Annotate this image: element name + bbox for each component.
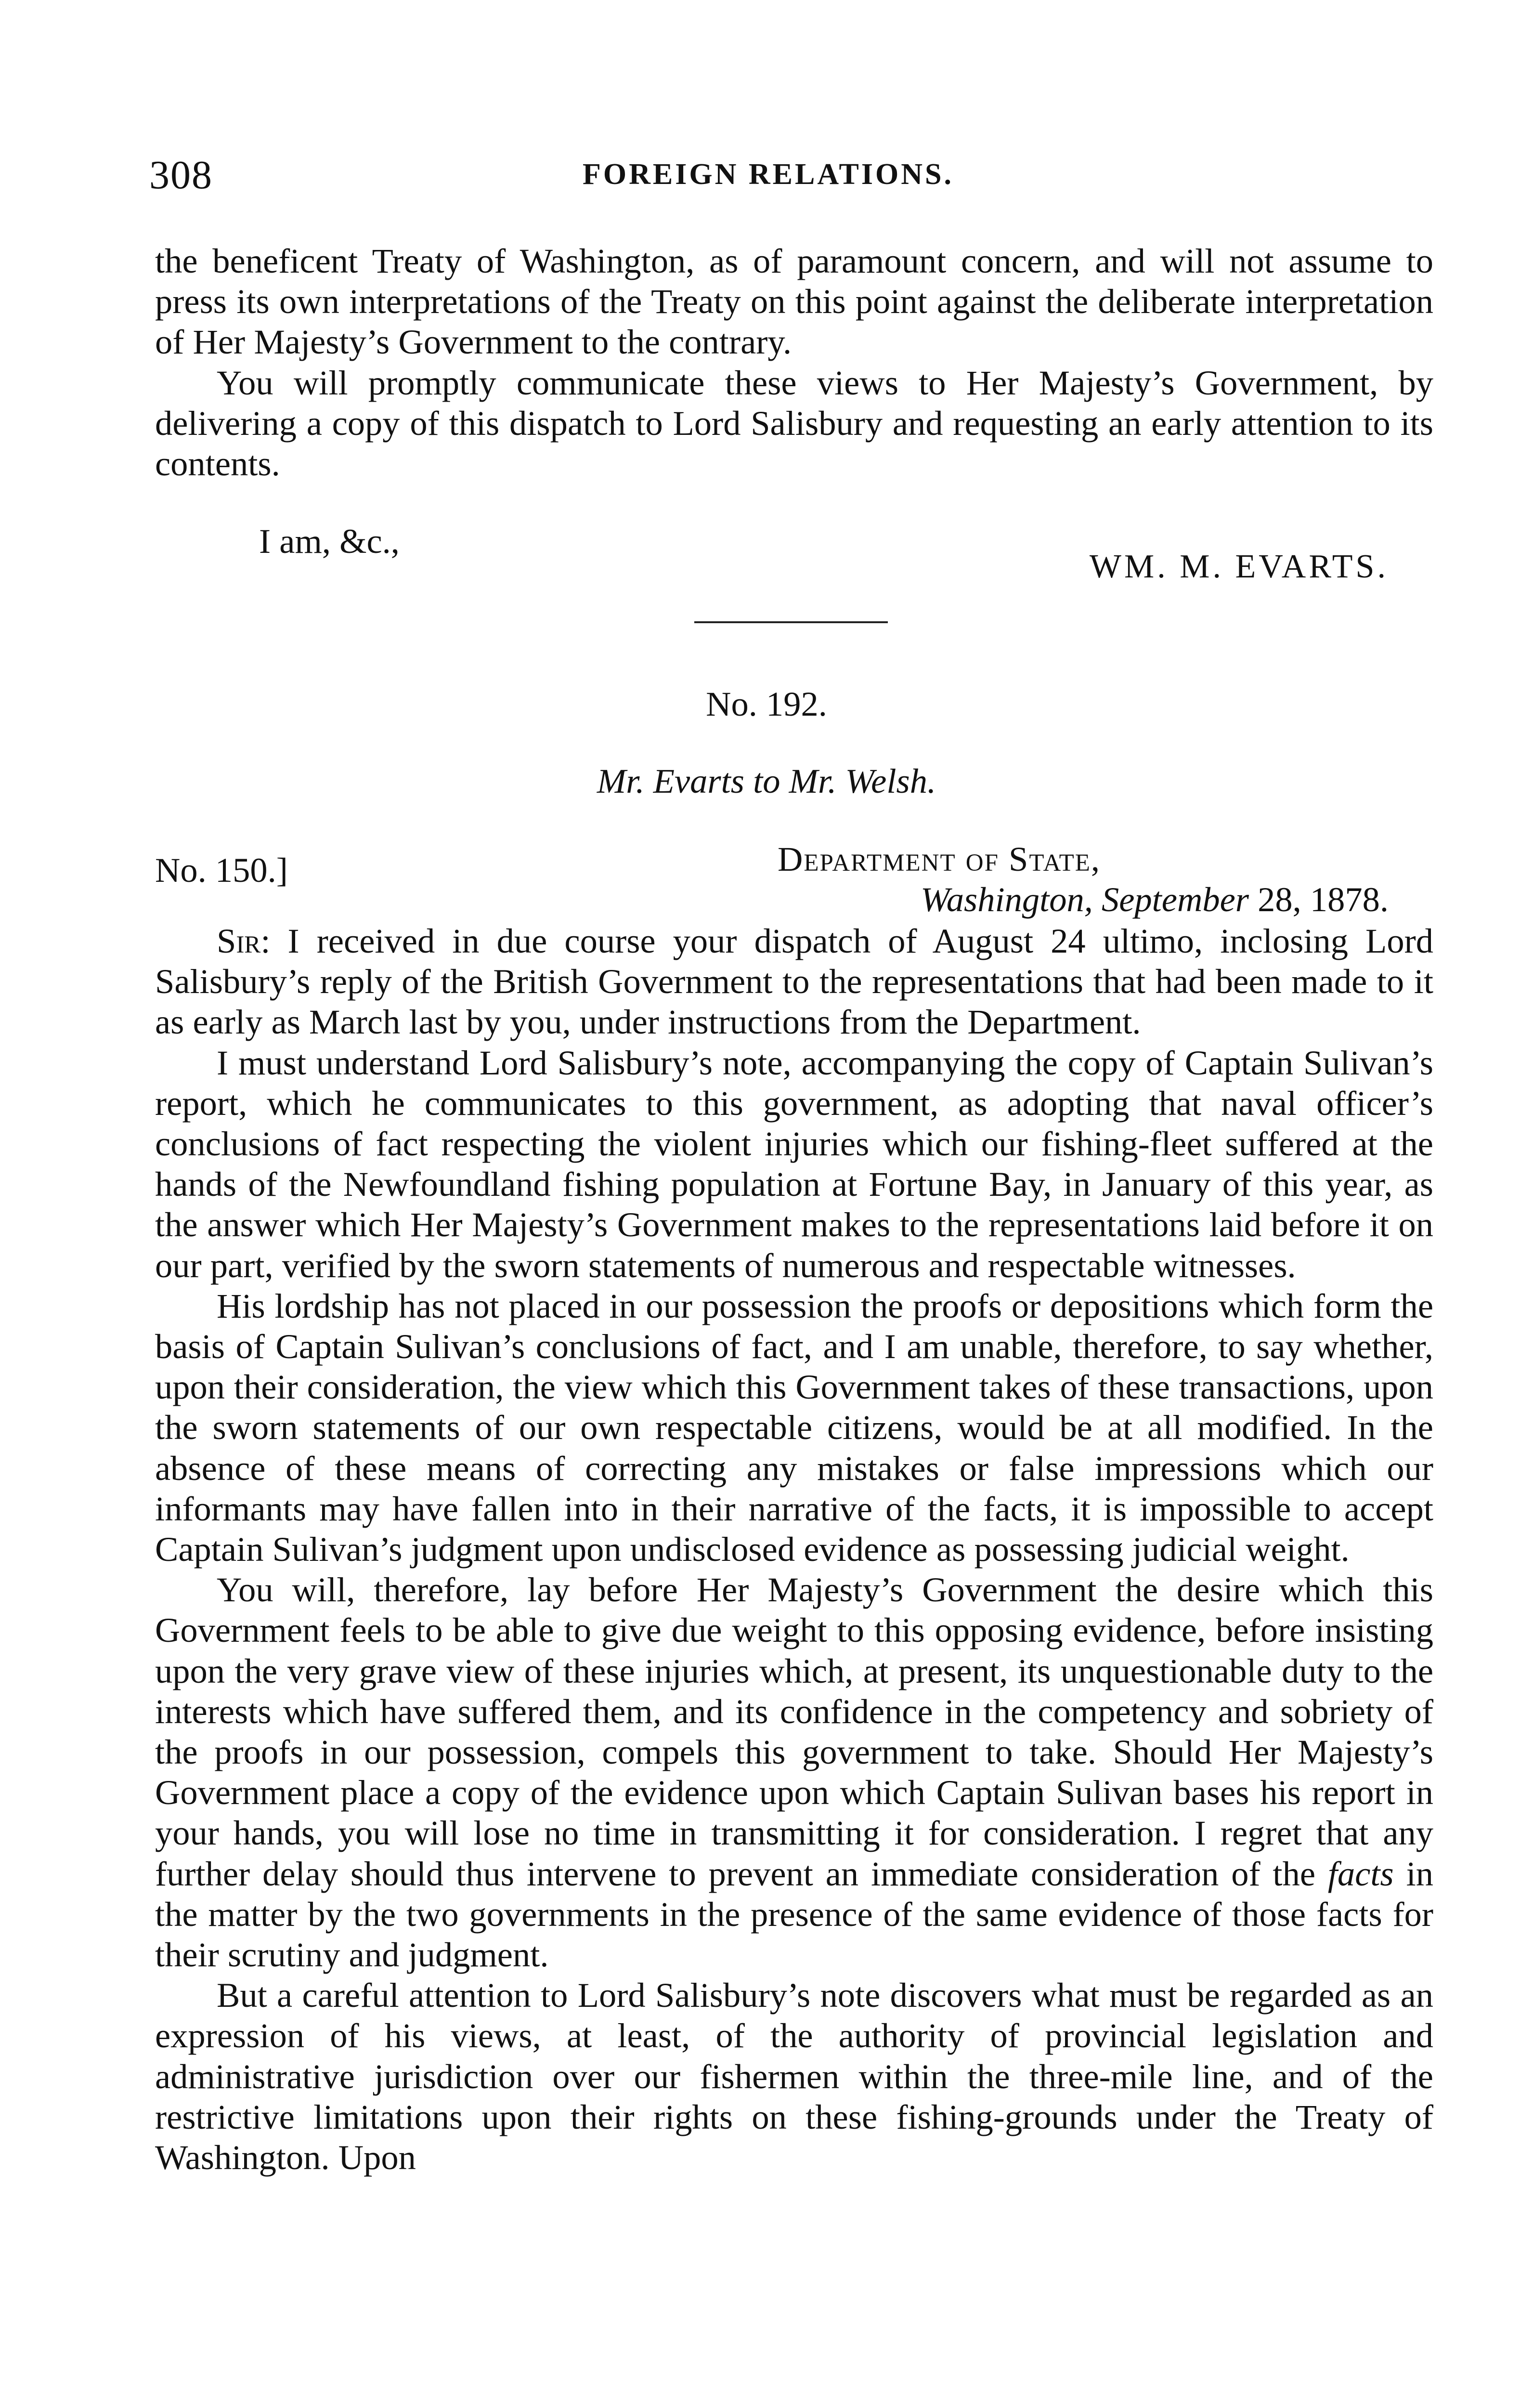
page-header <box>149 152 1440 200</box>
instruction-paragraph: You will promptly communicate these views to Her Majesty’s Government, by delivering a copy of this dispatch to Lord Salisbury and requesting an early attention to its contents. <box>155 363 1433 484</box>
paragraph-4-text-a: You will, therefore, lay before Her Majesty’s Government the desire which this Government feels to be able to give due weight to this opposing evidence, before insisting upon the very grave view of these injuries which, at present, its unquestionable duty to the interests which have suffered them, and its confidence in the competency and sobriety of the proofs in our possession, compels this government to take. Should Her Majesty’s Government place a copy of the evidence upon which Captain Sulivan bases his report in your hands, you will lose no time in transmitting it for consideration. I regret that any further delay should thus intervene to prevent an immediate consideration of the <box>155 1570 1433 1893</box>
paragraph-2: I must understand Lord Salisbury’s note, accompanying the copy of Captain Sulivan’s report, which he communicates to this government, as adopting that naval officer’s conclusions of fact respecting the violent injuries which our fishing-fleet suffered at the hands of the Newfoundland fishing population at Fortune Bay, in January of this year, as the answer which Her Majesty’s Government makes to the representations laid before it on our part, verified by the sworn statements of numerous and respectable witnesses. <box>155 1043 1433 1285</box>
department-heading: Department of State, <box>778 839 1101 878</box>
paragraph-1-text: : I received in due course your dispatch of August 24 ultimo, inclosing Lord Salisbury’s reply of the British Government to the representations that had been made to it as early as March last by you, under instructions from the Department. <box>155 921 1433 1042</box>
paragraph-4 <box>155 1570 1433 1975</box>
dateline <box>921 879 1389 920</box>
section-divider <box>694 621 888 623</box>
paragraph-4-text-b: in the matter by the two governments in the presence of the same evidence of those facts for their scrutiny and judgment. <box>155 1854 1434 1975</box>
signature: WM. M. EVARTS. <box>1089 548 1389 585</box>
letter-body <box>155 921 1433 2178</box>
continued-paragraph: the beneficent Treaty of Washington, as of paramount concern, and will not assume to press its own interpretations of the Treaty on this point against the deliberate interpretation of Her Majesty’s Government to the contrary. <box>155 241 1433 362</box>
salutation: Sir <box>217 921 261 960</box>
dateline-place: Washington, September <box>921 880 1249 919</box>
paragraph-5: But a careful attention to Lord Salisbury’s note discovers what must be regarded as an expression of his views, at least, of the authority of provincial legislation and administrative jurisdiction over our fishermen within the three-mile line, and of the restrictive limitations upon their rights on these fishing-grounds under the Treaty of Washington. Upon <box>155 1976 1433 2177</box>
closing: I am, &c., <box>259 522 400 561</box>
emphasis-facts: facts <box>1327 1854 1394 1893</box>
document-title: Mr. Evarts to Mr. Welsh. <box>597 761 936 800</box>
paragraph-1 <box>155 921 1433 1043</box>
running-head: FOREIGN RELATIONS. <box>583 158 954 191</box>
top-text-block <box>155 241 1433 484</box>
page-number: 308 <box>149 153 213 197</box>
dateline-date: 28, 1878. <box>1258 880 1389 919</box>
document-number: No. 192. <box>706 684 827 723</box>
paragraph-3: His lordship has not placed in our possession the proofs or depositions which form the basis of Captain Sulivan’s conclusions of fact, and I am unable, therefore, to say whether, upon their consideration, the view which this Government takes of these transactions, upon the sworn statements of our own respectable citizens, would be at all modified. In the absence of these means of correcting any mistakes or false impressions which our informants may have fallen into in their narrative of the facts, it is impossible to accept Captain Sulivan’s judgment upon undisclosed evidence as possessing judicial weight. <box>155 1286 1433 1569</box>
dispatch-number: No. 150.] <box>155 851 288 890</box>
